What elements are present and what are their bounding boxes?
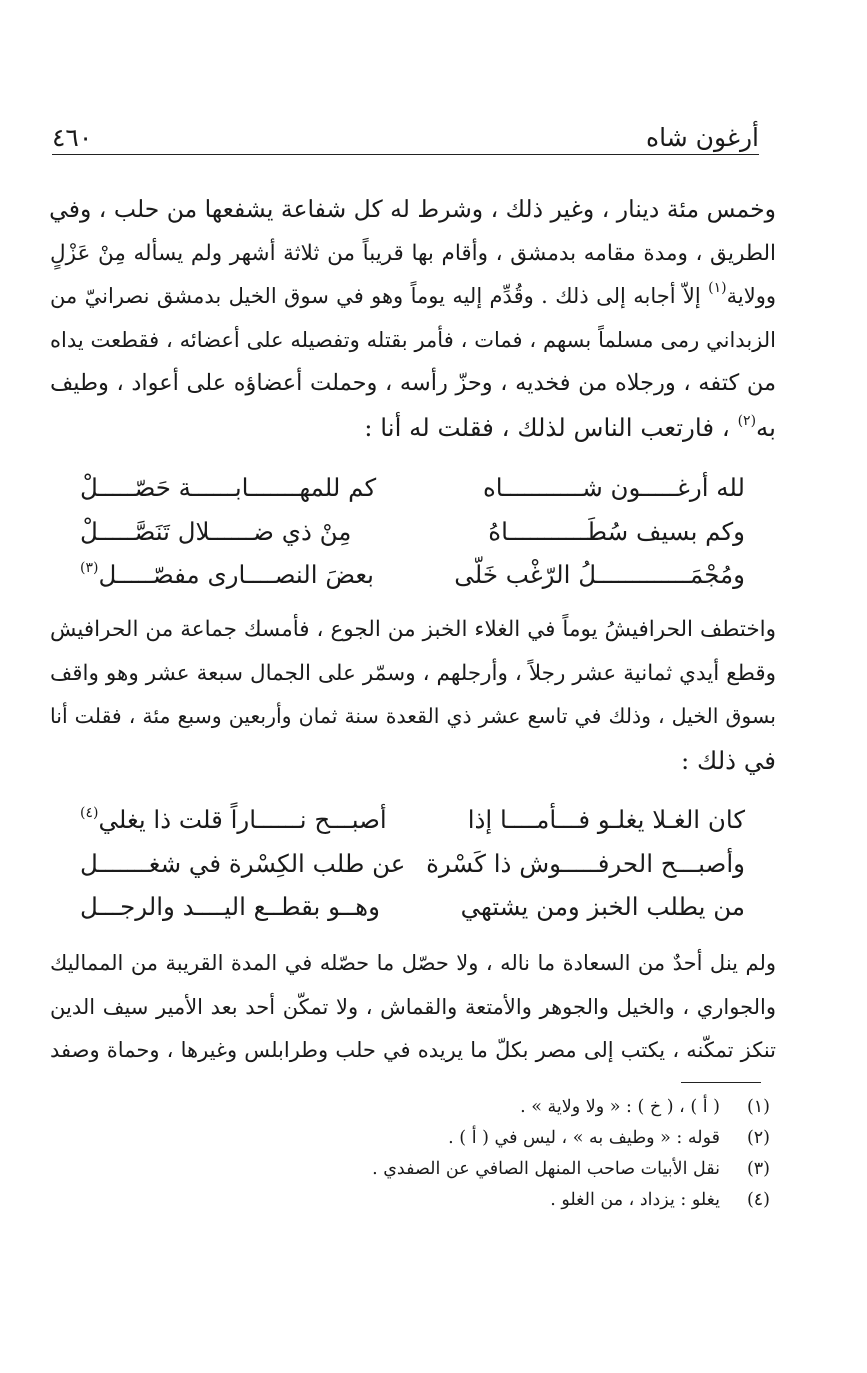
footnote-number: (١)	[746, 1097, 770, 1117]
verse-hemistich-right: من يطلب الخبز ومن يشتهي	[460, 892, 745, 921]
verse-text: أصبـــح نــــــاراً قلت ذا يغلي	[98, 805, 387, 834]
text-line-part: ، فارتعب الناس لذلك ، فقلت له أنا :	[364, 412, 730, 442]
footnote-text: نقل الأبيات صاحب المنهل الصافي عن الصفدي .	[372, 1159, 720, 1179]
text-line: تنكز تمكّنه ، يكتب إلى مصر بكلّ ما يريده في حلب وطرابلس وغيرها ، وحماة وصفد	[50, 1038, 776, 1062]
verse-hemistich-left	[80, 553, 374, 597]
verse-hemistich-right: كان الغـلا يغلـو فـــأمــــا إذا	[467, 805, 745, 834]
verse-text: بعضَ النصــــارى مفصّـــــل	[98, 560, 374, 589]
text-line: والجواري ، والخيل والجوهر والأمتعة والقماش ، ولا تمكّن أحد بعد الأمير سيف الدين	[50, 994, 776, 1019]
running-head	[52, 112, 759, 152]
text-line: وخمس مئة دينار ، وغير ذلك ، وشرط له كل شفاعة يشفعها من حلب ، وفي	[49, 195, 776, 223]
text-line: واختطف الحرافيشُ يوماً في الغلاء الخبز من الجوع ، فأمسك جماعة من الحرافيش	[50, 617, 776, 642]
footnote-number: (٤)	[746, 1190, 770, 1210]
verse-hemistich-left: وهــو بقطــع اليــــد والرجـــل	[80, 892, 380, 921]
verse-block-1	[80, 466, 745, 597]
text-line: في ذلك :	[681, 745, 776, 775]
text-line: بسوق الخيل ، وذلك في تاسع عشر ذي القعدة سنة ثمان وأربعين وسبع مئة ، فقلت أنا	[50, 704, 776, 728]
verse-row	[80, 510, 745, 554]
verse-block-2	[80, 798, 745, 929]
verse-hemistich-left: عن طلب الكِسْرة في شغـــــــل	[80, 848, 406, 878]
footnote-text: ( أ ) ، ( خ ) : « ولا ولاية » .	[520, 1097, 720, 1117]
footnote-number: (٣)	[746, 1159, 770, 1179]
header-rule	[52, 154, 759, 155]
page-number: ٤٦٠	[52, 123, 93, 152]
paragraph-3	[50, 942, 776, 1073]
verse-row	[80, 885, 745, 929]
word-bih: به	[756, 412, 776, 442]
verse-hemistich-right: وكم بسيف سُطَـــــــــــاهُ	[488, 516, 745, 546]
text-line: من كتفه ، ورجلاه من فخديه ، وحزّ رأسه ، وحملت أعضاؤه على أعواد ، وطيف	[50, 370, 776, 396]
text-line: الطريق ، ومدة مقامه بدمشق ، وأقام بها قريباً من ثلاثة أشهر ولم يسأله مِنْ عَزْلٍ	[50, 240, 776, 266]
footnote-text: قوله : « وطيف به » ، ليس في ( أ ) .	[448, 1128, 720, 1148]
text-line	[50, 275, 776, 319]
text-line	[50, 406, 776, 450]
verse-hemistich-left: كم للمهـــــــابــــــة حَصّـــــلْ	[80, 473, 377, 502]
verse-hemistich-right: ومُجْمَـــــــــــــلُ الرّغْب خَلّى	[454, 560, 745, 589]
paragraph-2	[50, 608, 776, 782]
text-line: ولم ينل أحدٌ من السعادة ما ناله ، ولا حصّل ما حصّله في المدة القريبة من المماليك	[50, 951, 776, 975]
verse-hemistich-left: مِنْ ذي ضــــــلال تَنَصَّـــــلْ	[80, 516, 352, 546]
footnotes	[330, 1092, 770, 1216]
footnote-ref-4: (٤)	[80, 805, 99, 821]
footnote-item	[330, 1185, 770, 1216]
footnote-number: (٢)	[746, 1128, 770, 1148]
verse-hemistich-right: وأصبـــح الحرفـــــوش ذا كَسْرة	[426, 848, 745, 878]
footnote-item	[330, 1154, 770, 1185]
footnote-item	[330, 1123, 770, 1154]
text-line: الزبداني رمى مسلماً بسهم ، فمات ، فأمر بقتله وتفصيله على أعضائه ، فقطعت يداه	[50, 327, 776, 352]
verse-row	[80, 842, 745, 886]
footnote-item	[330, 1092, 770, 1123]
footnote-rule	[681, 1082, 761, 1083]
verse-row	[80, 798, 745, 842]
footnote-text: يغلو : يزداد ، من الغلو .	[550, 1190, 720, 1210]
footnote-ref-3: (٣)	[80, 560, 99, 576]
chapter-title: أرغون شاه	[646, 123, 759, 152]
footnote-ref-1: (١)	[708, 280, 727, 296]
verse-row	[80, 466, 745, 510]
footnote-ref-2: (٢)	[737, 412, 757, 429]
text-line: وقطع أيدي ثمانية عشر رجلاً ، وأرجلهم ، وسمّر على الجمال سبعة عشر وهو واقف	[50, 660, 776, 686]
verse-hemistich-right: لله أرغـــــون شـــــــــــاه	[482, 473, 745, 502]
text-line-part: وولاية$^{(١)}$ إلاّ أجابه إلى ذلك . وقُدِّم إليه يوماً وهو في سوق الخيل بدمشق نصرانيّ من	[50, 280, 776, 308]
verse-hemistich-left	[80, 798, 387, 842]
paragraph-1	[50, 188, 776, 449]
verse-row	[80, 553, 745, 597]
